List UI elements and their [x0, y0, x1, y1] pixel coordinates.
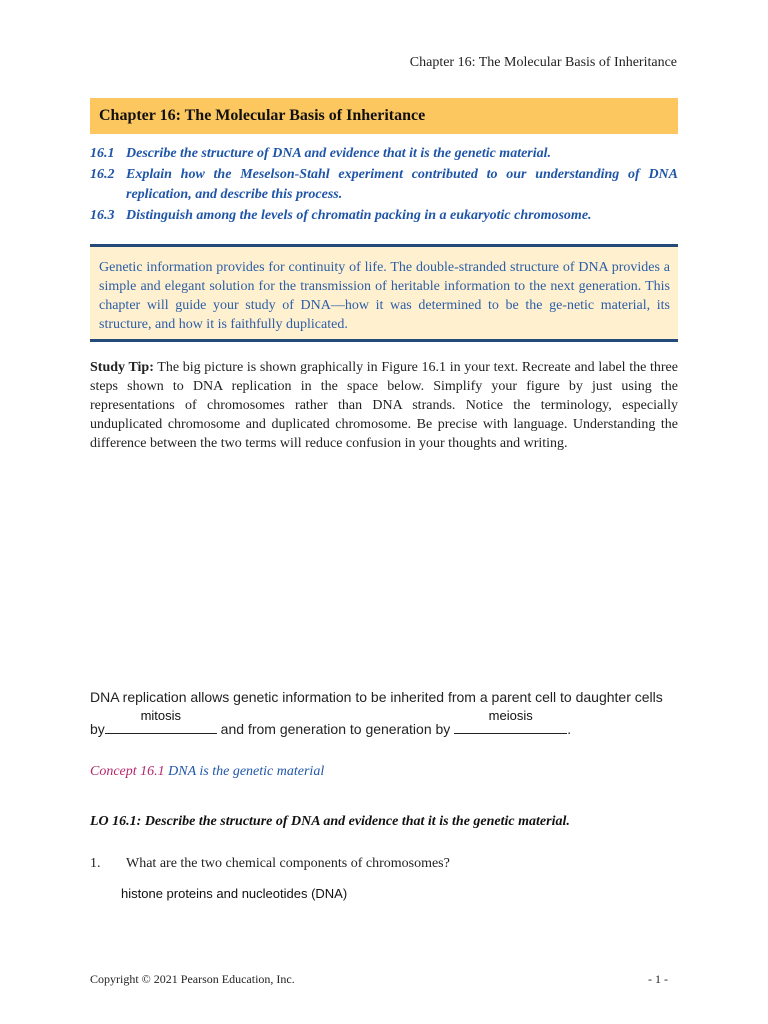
replication-fill-in [90, 687, 678, 739]
study-tip-label: Study Tip: [90, 360, 154, 375]
answer-meiosis: meiosis [488, 708, 533, 723]
objective-text: Explain how the Meselson-Stahl experiment contributed to our understanding of DNA replication, and describe this process. [126, 167, 678, 202]
chapter-banner [90, 98, 678, 134]
objective-item [90, 144, 678, 164]
objective-text: Distinguish among the levels of chromatin packing in a eukaryotic chromosome. [126, 208, 592, 223]
chapter-title: Chapter 16: The Molecular Basis of Inheritance [99, 107, 426, 124]
page-number: - 1 - [648, 972, 668, 986]
by-word: by [90, 721, 105, 737]
question-number: 1. [90, 856, 101, 871]
question-1 [90, 856, 450, 872]
question-text: What are the two chemical components of chromosomes? [126, 856, 450, 871]
study-tip [90, 358, 678, 453]
intro-text: Genetic information provides for continuity of life. The double-stranded structure of DNA provides a simple and elegant solution for the transmission of heritable information to the next generation. This chapter will guide your study of DNA—how it was determined to be the ge-netic material, its structure, and how it is faithfully duplicated. [99, 260, 670, 332]
concept-heading [90, 764, 324, 780]
end-period: . [567, 721, 572, 737]
blank-answer-1[interactable] [105, 708, 217, 734]
concept-label: Concept 16.1 [90, 764, 165, 779]
middle-text: and from generation to generation by [216, 721, 455, 737]
learning-objective-heading: LO 16.1: Describe the structure of DNA and evidence that it is the genetic material. [90, 814, 570, 829]
objective-item [90, 165, 678, 205]
concept-title: DNA is the genetic material [164, 764, 325, 779]
answer-mitosis: mitosis [140, 708, 182, 723]
objective-item [90, 206, 678, 226]
question-1-answer[interactable]: histone proteins and nucleotides (DNA) [121, 886, 348, 901]
copyright-footer: Copyright © 2021 Pearson Education, Inc. [90, 972, 295, 986]
running-header: Chapter 16: The Molecular Basis of Inheritance [409, 55, 677, 70]
objective-number: 16.3 [90, 208, 115, 223]
chapter-intro-box [90, 244, 678, 342]
study-tip-text: The big picture is shown graphically in Figure 16.1 in your text. Recreate and label the three steps shown to DNA replication in the space below. Simplify your figure by just using the representations of chromosomes rather than DNA strands. Notice the terminology, especially unduplicated chromosome and duplicated chromosome. Be precise with language. Understanding the difference between the two terms will reduce confusion in your thoughts and writing. [90, 360, 678, 451]
blank-answer-2[interactable] [454, 708, 567, 734]
replication-sentence: DNA replication allows genetic information to be inherited from a parent cell to daughter cells [90, 689, 663, 705]
objective-number: 16.1 [90, 146, 115, 161]
objective-number: 16.2 [90, 167, 115, 182]
replication-blanks-line [90, 708, 678, 739]
learning-objectives [90, 144, 678, 227]
objective-text: Describe the structure of DNA and evidence that it is the genetic material. [126, 146, 552, 161]
